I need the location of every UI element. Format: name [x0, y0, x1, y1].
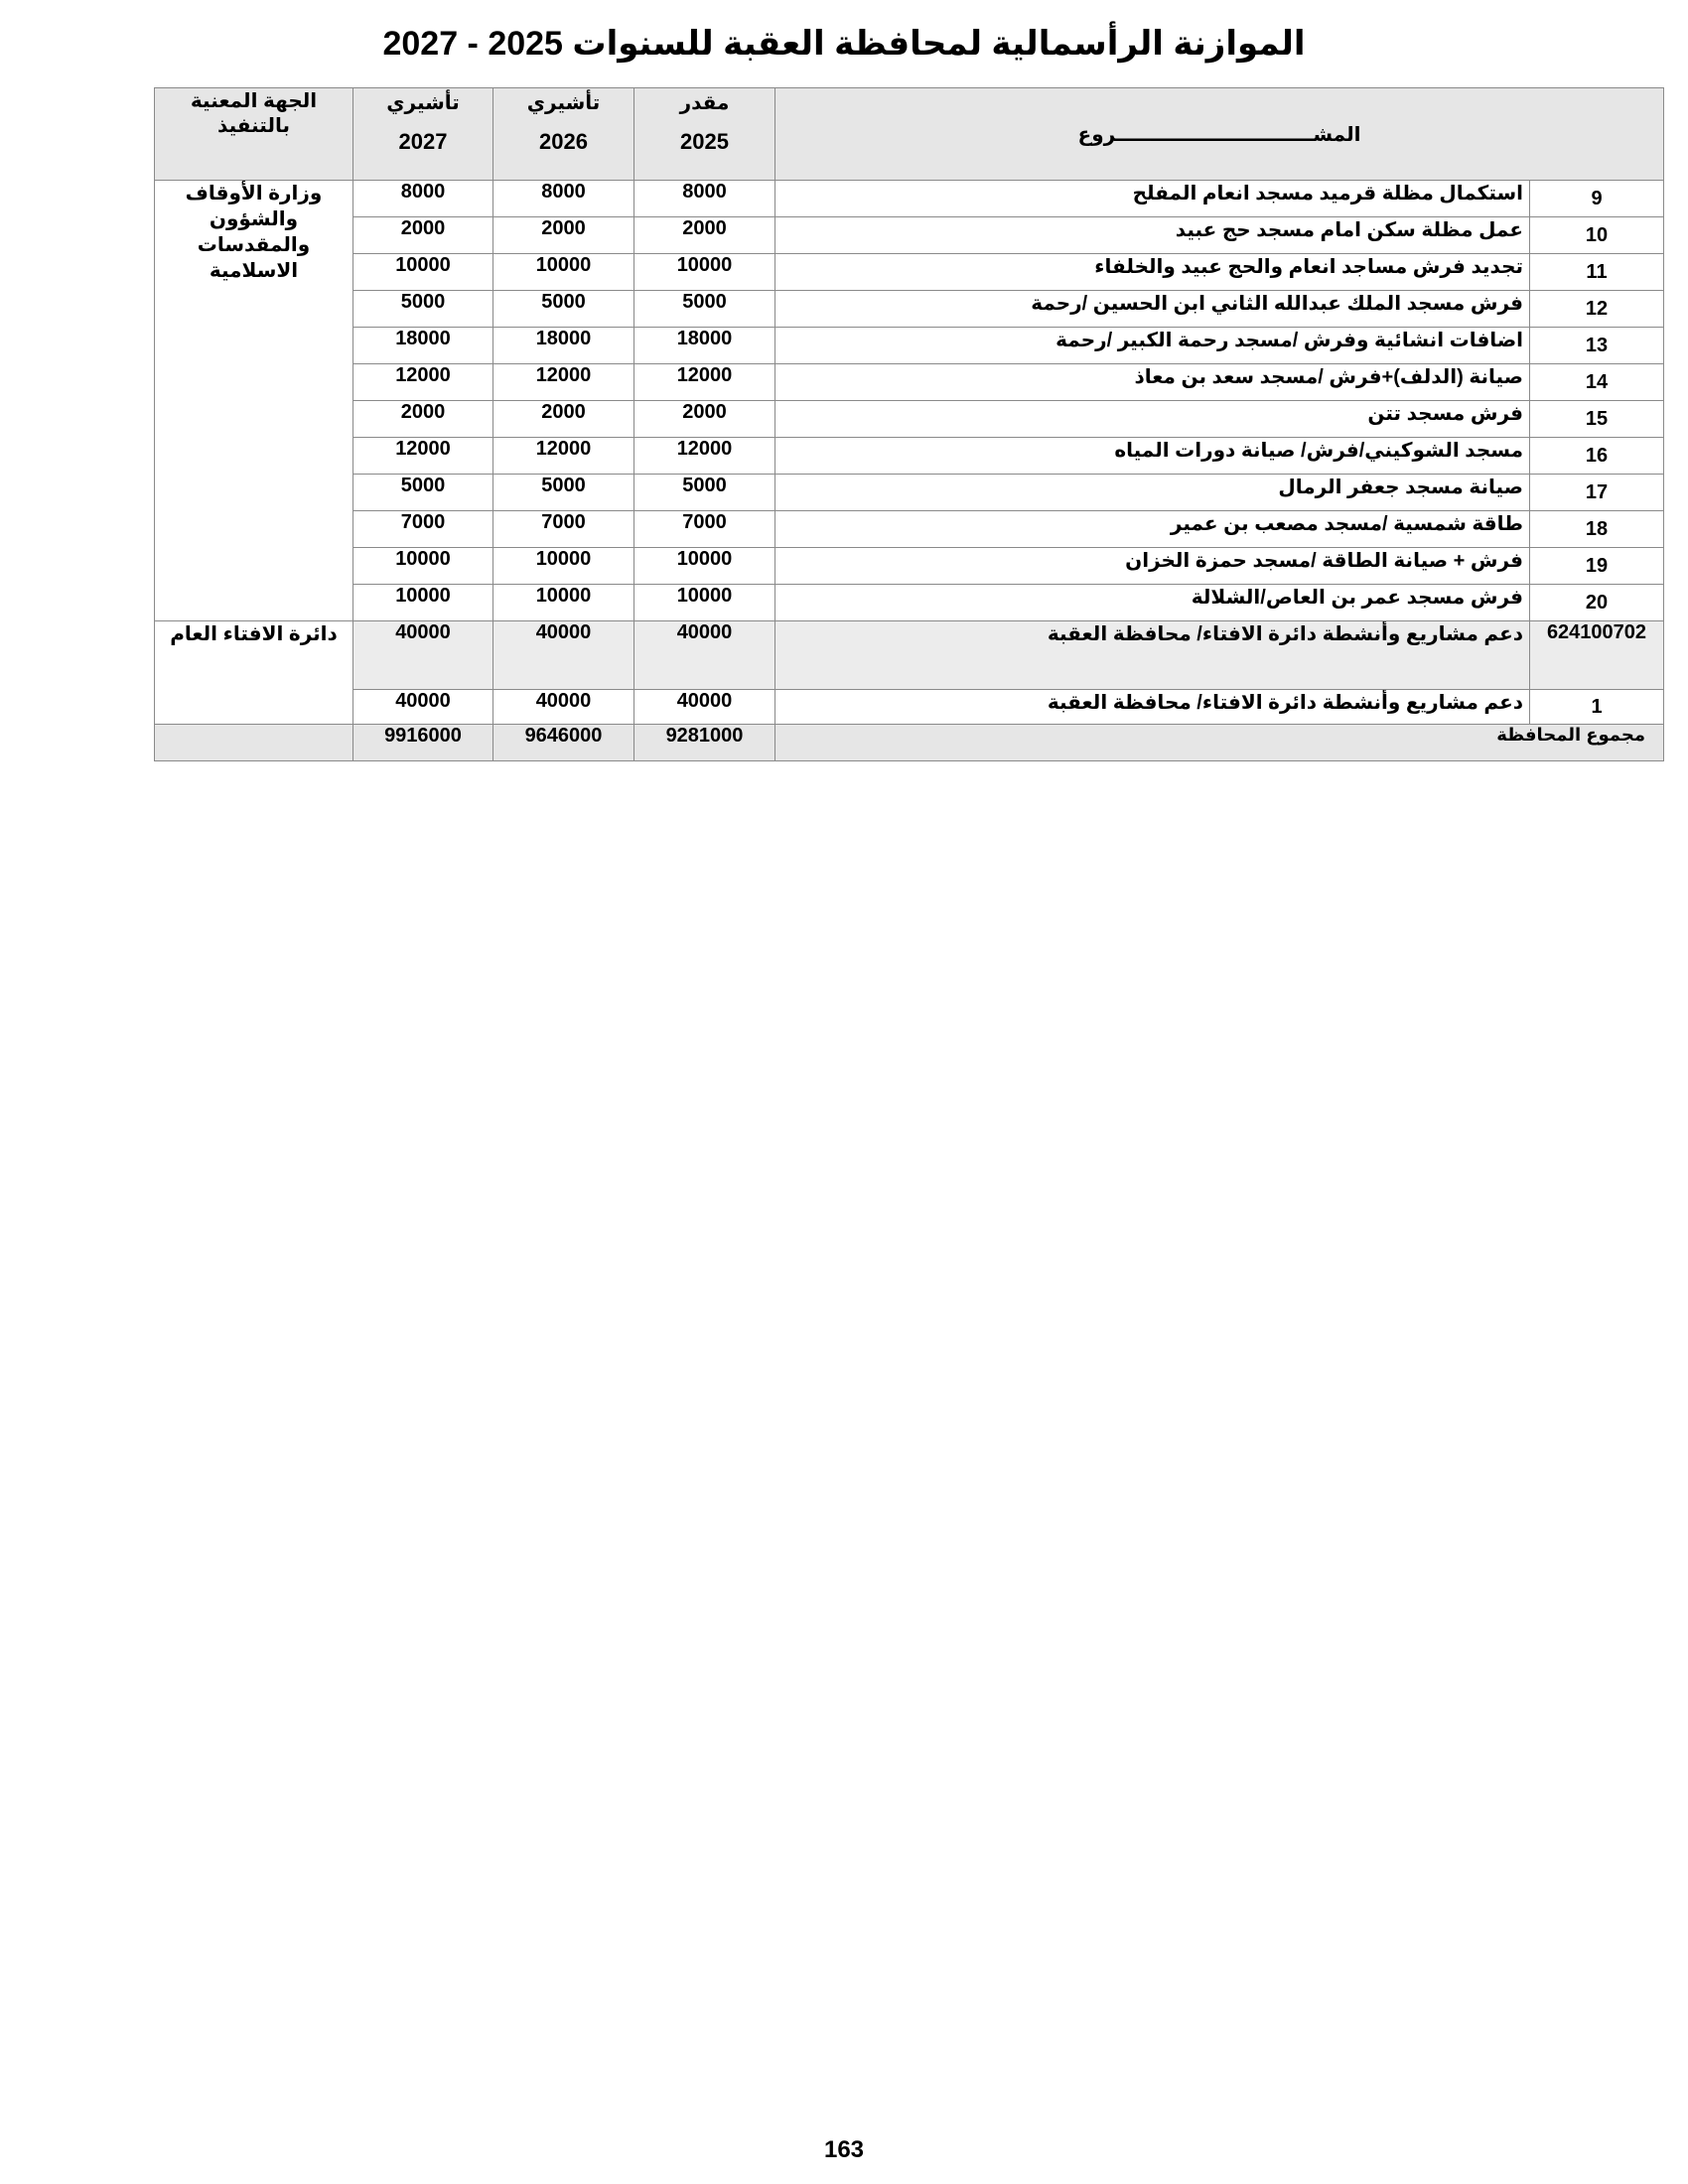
header-indicative-label: تأشيري — [386, 92, 460, 114]
total-2026: 9646000 — [493, 725, 634, 761]
row-number: 1 — [1530, 690, 1664, 725]
value-2025: 10000 — [634, 548, 775, 585]
table-row — [155, 475, 1664, 511]
header-estimate-year: 2025 — [680, 129, 729, 154]
header-indicative-year: 2027 — [398, 129, 448, 154]
table-header-row — [155, 88, 1664, 181]
value-2026: 10000 — [493, 585, 634, 621]
project-name: فرش + صيانة الطاقة /مسجد حمزة الخزان — [775, 548, 1530, 585]
project-name: طاقة شمسية /مسجد مصعب بن عمير — [775, 511, 1530, 548]
value-2025: 10000 — [634, 585, 775, 621]
value-2025: 40000 — [634, 690, 775, 725]
total-2025: 9281000 — [634, 725, 775, 761]
header-indicative-2027 — [353, 88, 493, 181]
value-2026: 18000 — [493, 328, 634, 364]
value-2027: 10000 — [353, 585, 493, 621]
table-row — [155, 217, 1664, 254]
project-name: فرش مسجد تتن — [775, 401, 1530, 438]
section-value-2026: 40000 — [493, 621, 634, 690]
value-2025: 2000 — [634, 217, 775, 254]
value-2025: 10000 — [634, 254, 775, 291]
table-row — [155, 438, 1664, 475]
table-row — [155, 328, 1664, 364]
table-row — [155, 291, 1664, 328]
agency-awqaf: وزارة الأوقاف والشؤون والمقدسات الاسلامية — [155, 181, 353, 621]
value-2026: 8000 — [493, 181, 634, 217]
section-value-2025: 40000 — [634, 621, 775, 690]
project-name: صيانة مسجد جعفر الرمال — [775, 475, 1530, 511]
project-name: اضافات انشائية وفرش /مسجد رحمة الكبير /رحمة — [775, 328, 1530, 364]
page-number: 163 — [823, 2136, 865, 2163]
value-2027: 40000 — [353, 690, 493, 725]
value-2026: 5000 — [493, 291, 634, 328]
value-2027: 10000 — [353, 548, 493, 585]
project-name: تجديد فرش مساجد انعام والحج عبيد والخلفاء — [775, 254, 1530, 291]
row-number: 17 — [1530, 475, 1664, 511]
value-2027: 5000 — [353, 291, 493, 328]
header-indicative-year: 2026 — [539, 129, 588, 154]
total-label: مجموع المحافظة — [775, 725, 1664, 761]
value-2025: 12000 — [634, 438, 775, 475]
project-name: مسجد الشوكيني/فرش/ صيانة دورات المياه — [775, 438, 1530, 475]
table-row — [155, 181, 1664, 217]
value-2026: 7000 — [493, 511, 634, 548]
table-row — [155, 511, 1664, 548]
row-number: 19 — [1530, 548, 1664, 585]
row-number: 12 — [1530, 291, 1664, 328]
value-2027: 2000 — [353, 401, 493, 438]
value-2025: 12000 — [634, 364, 775, 401]
value-2027: 10000 — [353, 254, 493, 291]
value-2027: 2000 — [353, 217, 493, 254]
total-agency-cell — [155, 725, 353, 761]
value-2027: 7000 — [353, 511, 493, 548]
project-name: صيانة (الدلف)+فرش /مسجد سعد بن معاذ — [775, 364, 1530, 401]
row-number: 13 — [1530, 328, 1664, 364]
row-number: 18 — [1530, 511, 1664, 548]
value-2026: 10000 — [493, 254, 634, 291]
value-2026: 12000 — [493, 438, 634, 475]
value-2026: 40000 — [493, 690, 634, 725]
budget-table — [154, 87, 1664, 761]
value-2025: 2000 — [634, 401, 775, 438]
project-name: فرش مسجد الملك عبدالله الثاني ابن الحسين /رحمة — [775, 291, 1530, 328]
section-code: 624100702 — [1530, 621, 1664, 690]
section-name: دعم مشاريع وأنشطة دائرة الافتاء/ محافظة العقبة — [775, 621, 1530, 690]
row-number: 9 — [1530, 181, 1664, 217]
header-estimate-label: مقدر — [679, 92, 730, 114]
project-name: دعم مشاريع وأنشطة دائرة الافتاء/ محافظة العقبة — [775, 690, 1530, 725]
agency-ifta: دائرة الافتاء العام — [155, 621, 353, 725]
value-2027: 18000 — [353, 328, 493, 364]
value-2025: 18000 — [634, 328, 775, 364]
header-indicative-label: تأشيري — [526, 92, 601, 114]
table-row — [155, 401, 1664, 438]
project-name: فرش مسجد عمر بن العاص/الشلالة — [775, 585, 1530, 621]
value-2026: 5000 — [493, 475, 634, 511]
table-row — [155, 364, 1664, 401]
value-2027: 12000 — [353, 364, 493, 401]
section-value-2027: 40000 — [353, 621, 493, 690]
value-2025: 5000 — [634, 475, 775, 511]
table-row — [155, 585, 1664, 621]
total-2027: 9916000 — [353, 725, 493, 761]
row-number: 14 — [1530, 364, 1664, 401]
table-row — [155, 254, 1664, 291]
value-2027: 8000 — [353, 181, 493, 217]
value-2025: 8000 — [634, 181, 775, 217]
row-number: 15 — [1530, 401, 1664, 438]
value-2026: 12000 — [493, 364, 634, 401]
section-row — [155, 621, 1664, 690]
value-2027: 5000 — [353, 475, 493, 511]
project-name: استكمال مظلة قرميد مسجد انعام المفلح — [775, 181, 1530, 217]
row-number: 11 — [1530, 254, 1664, 291]
value-2027: 12000 — [353, 438, 493, 475]
value-2026: 2000 — [493, 217, 634, 254]
value-2025: 7000 — [634, 511, 775, 548]
table-row — [155, 690, 1664, 725]
row-number: 20 — [1530, 585, 1664, 621]
value-2026: 2000 — [493, 401, 634, 438]
project-name: عمل مظلة سكن امام مسجد حج عبيد — [775, 217, 1530, 254]
table-row — [155, 548, 1664, 585]
row-number: 10 — [1530, 217, 1664, 254]
page-title: الموازنة الرأسمالية لمحافظة العقبة للسنوات 2025 - 2027 — [382, 25, 1306, 63]
header-estimate-2025 — [634, 88, 775, 181]
header-agency: الجهة المعنية بالتنفيذ — [155, 88, 353, 181]
value-2026: 10000 — [493, 548, 634, 585]
row-number: 16 — [1530, 438, 1664, 475]
total-row — [155, 725, 1664, 761]
header-indicative-2026 — [493, 88, 634, 181]
header-project: المشـــــــــــــــــــــــــــــروع — [775, 88, 1664, 181]
value-2025: 5000 — [634, 291, 775, 328]
